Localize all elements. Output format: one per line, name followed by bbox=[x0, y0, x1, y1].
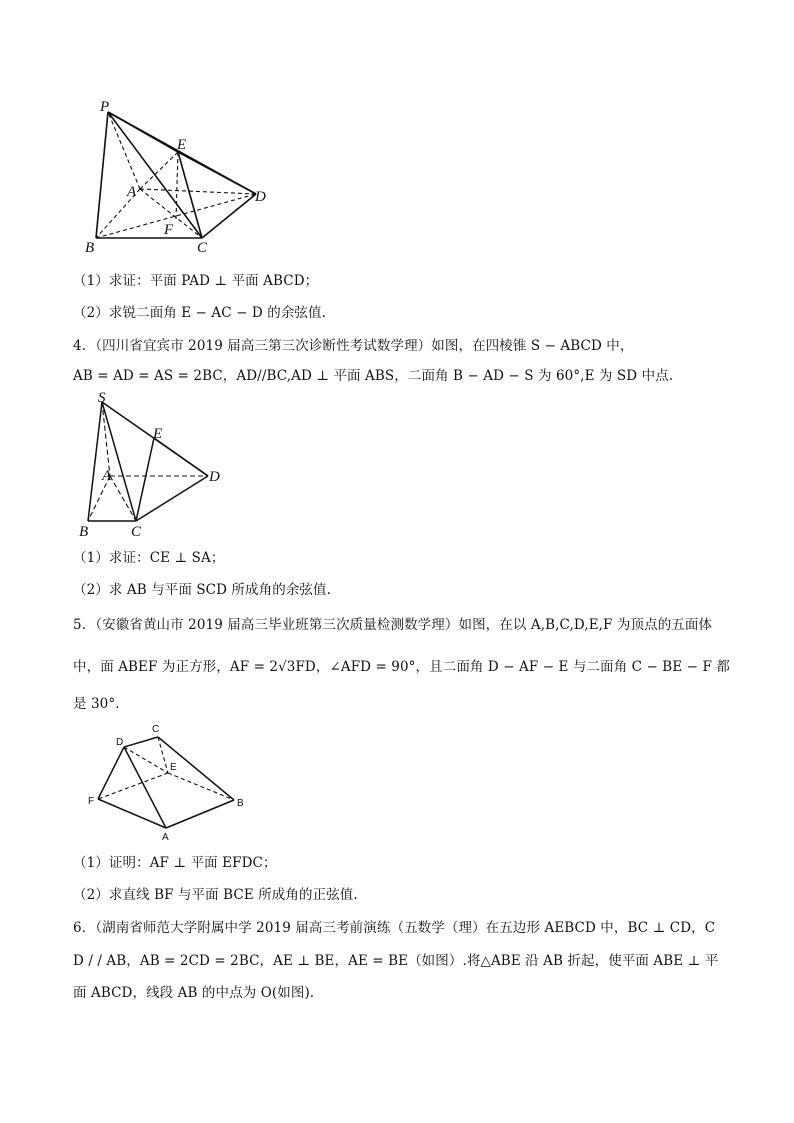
label-a: A bbox=[102, 468, 112, 484]
label-f: F bbox=[164, 222, 174, 238]
problem3-part1: （1）求证：平面 PAD ⊥ 平面 ABCD； bbox=[73, 273, 319, 289]
figure-3-svg bbox=[84, 718, 254, 843]
label-f: F bbox=[88, 796, 95, 807]
label-a: A bbox=[127, 184, 137, 200]
label-a: A bbox=[162, 832, 169, 843]
label-b: B bbox=[237, 798, 244, 809]
problem4-part1: （1）求证：CE ⊥ SA； bbox=[73, 550, 225, 566]
problem4-header: 4．（四川省宜宾市 2019 届高三第三次诊断性考试数学理）如图，在四棱锥 S − ABCD 中， bbox=[73, 338, 634, 354]
problem6-conditions-end: 面 ABCD，线段 AB 的中点为 O(如图). bbox=[73, 985, 315, 1001]
label-e: E bbox=[177, 137, 187, 153]
label-e: E bbox=[153, 426, 163, 442]
label-e: E bbox=[170, 762, 177, 773]
problem5-part1: （1）证明：AF ⊥ 平面 EFDC； bbox=[73, 855, 277, 871]
figure-pyramid-sabcd bbox=[76, 390, 236, 540]
label-d: D bbox=[116, 737, 124, 748]
problem5-conditions-end: 是 30°. bbox=[73, 696, 120, 712]
label-c: C bbox=[197, 240, 208, 256]
problem6-header: 6．（湖南省师范大学附属中学 2019 届高三考前演练（五数学（理）在五边形 AEBCD 中，BC ⊥ CD，C bbox=[73, 920, 716, 936]
label-c: C bbox=[131, 524, 142, 540]
problem4-part2: （2）求 AB 与平面 SCD 所成角的余弦值. bbox=[73, 582, 332, 598]
problem4-conditions: AB = AD = AS = 2BC，AD//BC,AD ⊥ 平面 ABS，二面角 B − AD − S 为 60°,E 为 SD 中点. bbox=[73, 368, 674, 384]
problem5-header: 5．（安徽省黄山市 2019 届高三毕业班第三次质量检测数学理）如图，在以 A,B,C,D,E,F 为顶点的五面体 bbox=[73, 617, 713, 633]
label-d: D bbox=[255, 189, 266, 205]
figure-pyramid-pabcd bbox=[80, 95, 280, 265]
figure-pentahedron bbox=[84, 718, 254, 843]
label-d: D bbox=[209, 469, 220, 485]
problem6-conditions: D / / AB，AB = 2CD = 2BC，AE ⊥ BE，AE = BE（如图）.将△ABE 沿 AB 折起，使平面 ABE ⊥ 平 bbox=[73, 953, 719, 969]
label-s: S bbox=[98, 390, 106, 406]
figure-1-svg bbox=[80, 95, 280, 265]
figure-2-svg bbox=[76, 390, 236, 540]
problem5-conditions: 中，面 ABEF 为正方形，AF = 2√3FD，∠AFD = 90°，且二面角 D − AF − E 与二面角 C − BE − F 都 bbox=[73, 659, 730, 675]
problem5-part2: （2）求直线 BF 与平面 BCE 所成角的正弦值. bbox=[73, 887, 358, 903]
label-b: B bbox=[79, 524, 89, 540]
label-b: B bbox=[85, 240, 95, 256]
label-p: P bbox=[100, 99, 110, 115]
label-c: C bbox=[152, 724, 160, 735]
problem3-part2: （2）求锐二面角 E − AC − D 的余弦值. bbox=[73, 305, 327, 321]
